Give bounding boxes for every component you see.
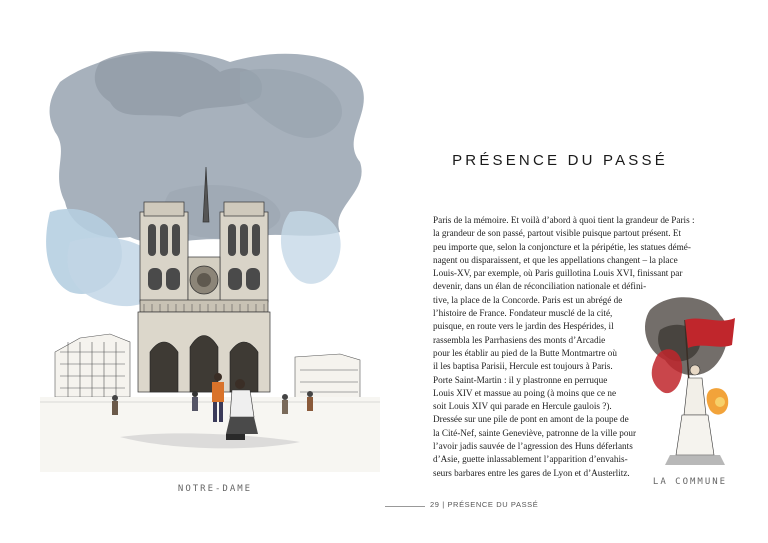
text-line: l’avoir jadis sauvée de l’agression des Huns déferlants <box>433 441 633 452</box>
text-line: puisque, en route vers le jardin des Hespérides, il <box>433 321 614 332</box>
text-line: Louis XIV et massue au poing (à moins que ce ne <box>433 387 617 398</box>
text-line: d’Asie, guette inlassablement l’apparition d’envahis- <box>433 454 628 465</box>
text-line: Paris de la mémoire. Et voilà d’abord à quoi tient la grandeur de Paris : <box>433 215 695 225</box>
text-line: tive, la place de la Concorde. Paris est un abrégé de <box>433 294 623 305</box>
text-line: Louis-XV, par exemple, où Paris guillotina Louis XVI, finissant par <box>433 268 683 279</box>
text-line: seurs barbares entre les gares de Lyon et d’Austerlitz. <box>433 467 630 478</box>
page-footer: 29 | PRÉSENCE DU PASSÉ <box>430 500 539 509</box>
chapter-title: PRÉSENCE DU PASSÉ <box>452 152 668 169</box>
notre-dame-illustration <box>40 42 380 472</box>
text-line: soit Louis XIV qui parade en Hercule gaulois ?). <box>433 401 612 412</box>
text-line: la Cité-Nef, sainte Geneviève, patronne de la ville pour <box>433 427 637 438</box>
illustration-caption-la-commune: LA COMMUNE <box>652 477 728 487</box>
illustration-caption-notre-dame: NOTRE-DAME <box>177 484 253 494</box>
text-line: la grandeur de son passé, partout visible puisque partout présent. Et <box>433 228 681 239</box>
la-commune-illustration <box>640 290 740 470</box>
text-line: nagent ou disparaissent, et que les appellations changent – la place <box>433 254 678 265</box>
text-line: Dressée sur une pile de pont en amont de la poupe de <box>433 414 629 425</box>
text-line: peu importe que, selon la conjoncture et la péripétie, les statues démé- <box>433 241 691 252</box>
text-line: pour les établir au pied de la Butte Montmartre où <box>433 347 617 358</box>
footer-rule <box>385 506 425 507</box>
text-line: Porte Saint-Martin : il y plastronne en perruque <box>433 374 608 385</box>
text-line: devenir, dans un élan de réconciliation nationale et défini- <box>433 281 647 292</box>
text-line: l’histoire de France. Fondateur musclé de la cité, <box>433 308 613 319</box>
text-line: il les baptisa Parisii, Hercule est toujours à Paris. <box>433 361 613 372</box>
text-line: rassembla les Parrhasiens des monts d’Arcadie <box>433 334 606 345</box>
